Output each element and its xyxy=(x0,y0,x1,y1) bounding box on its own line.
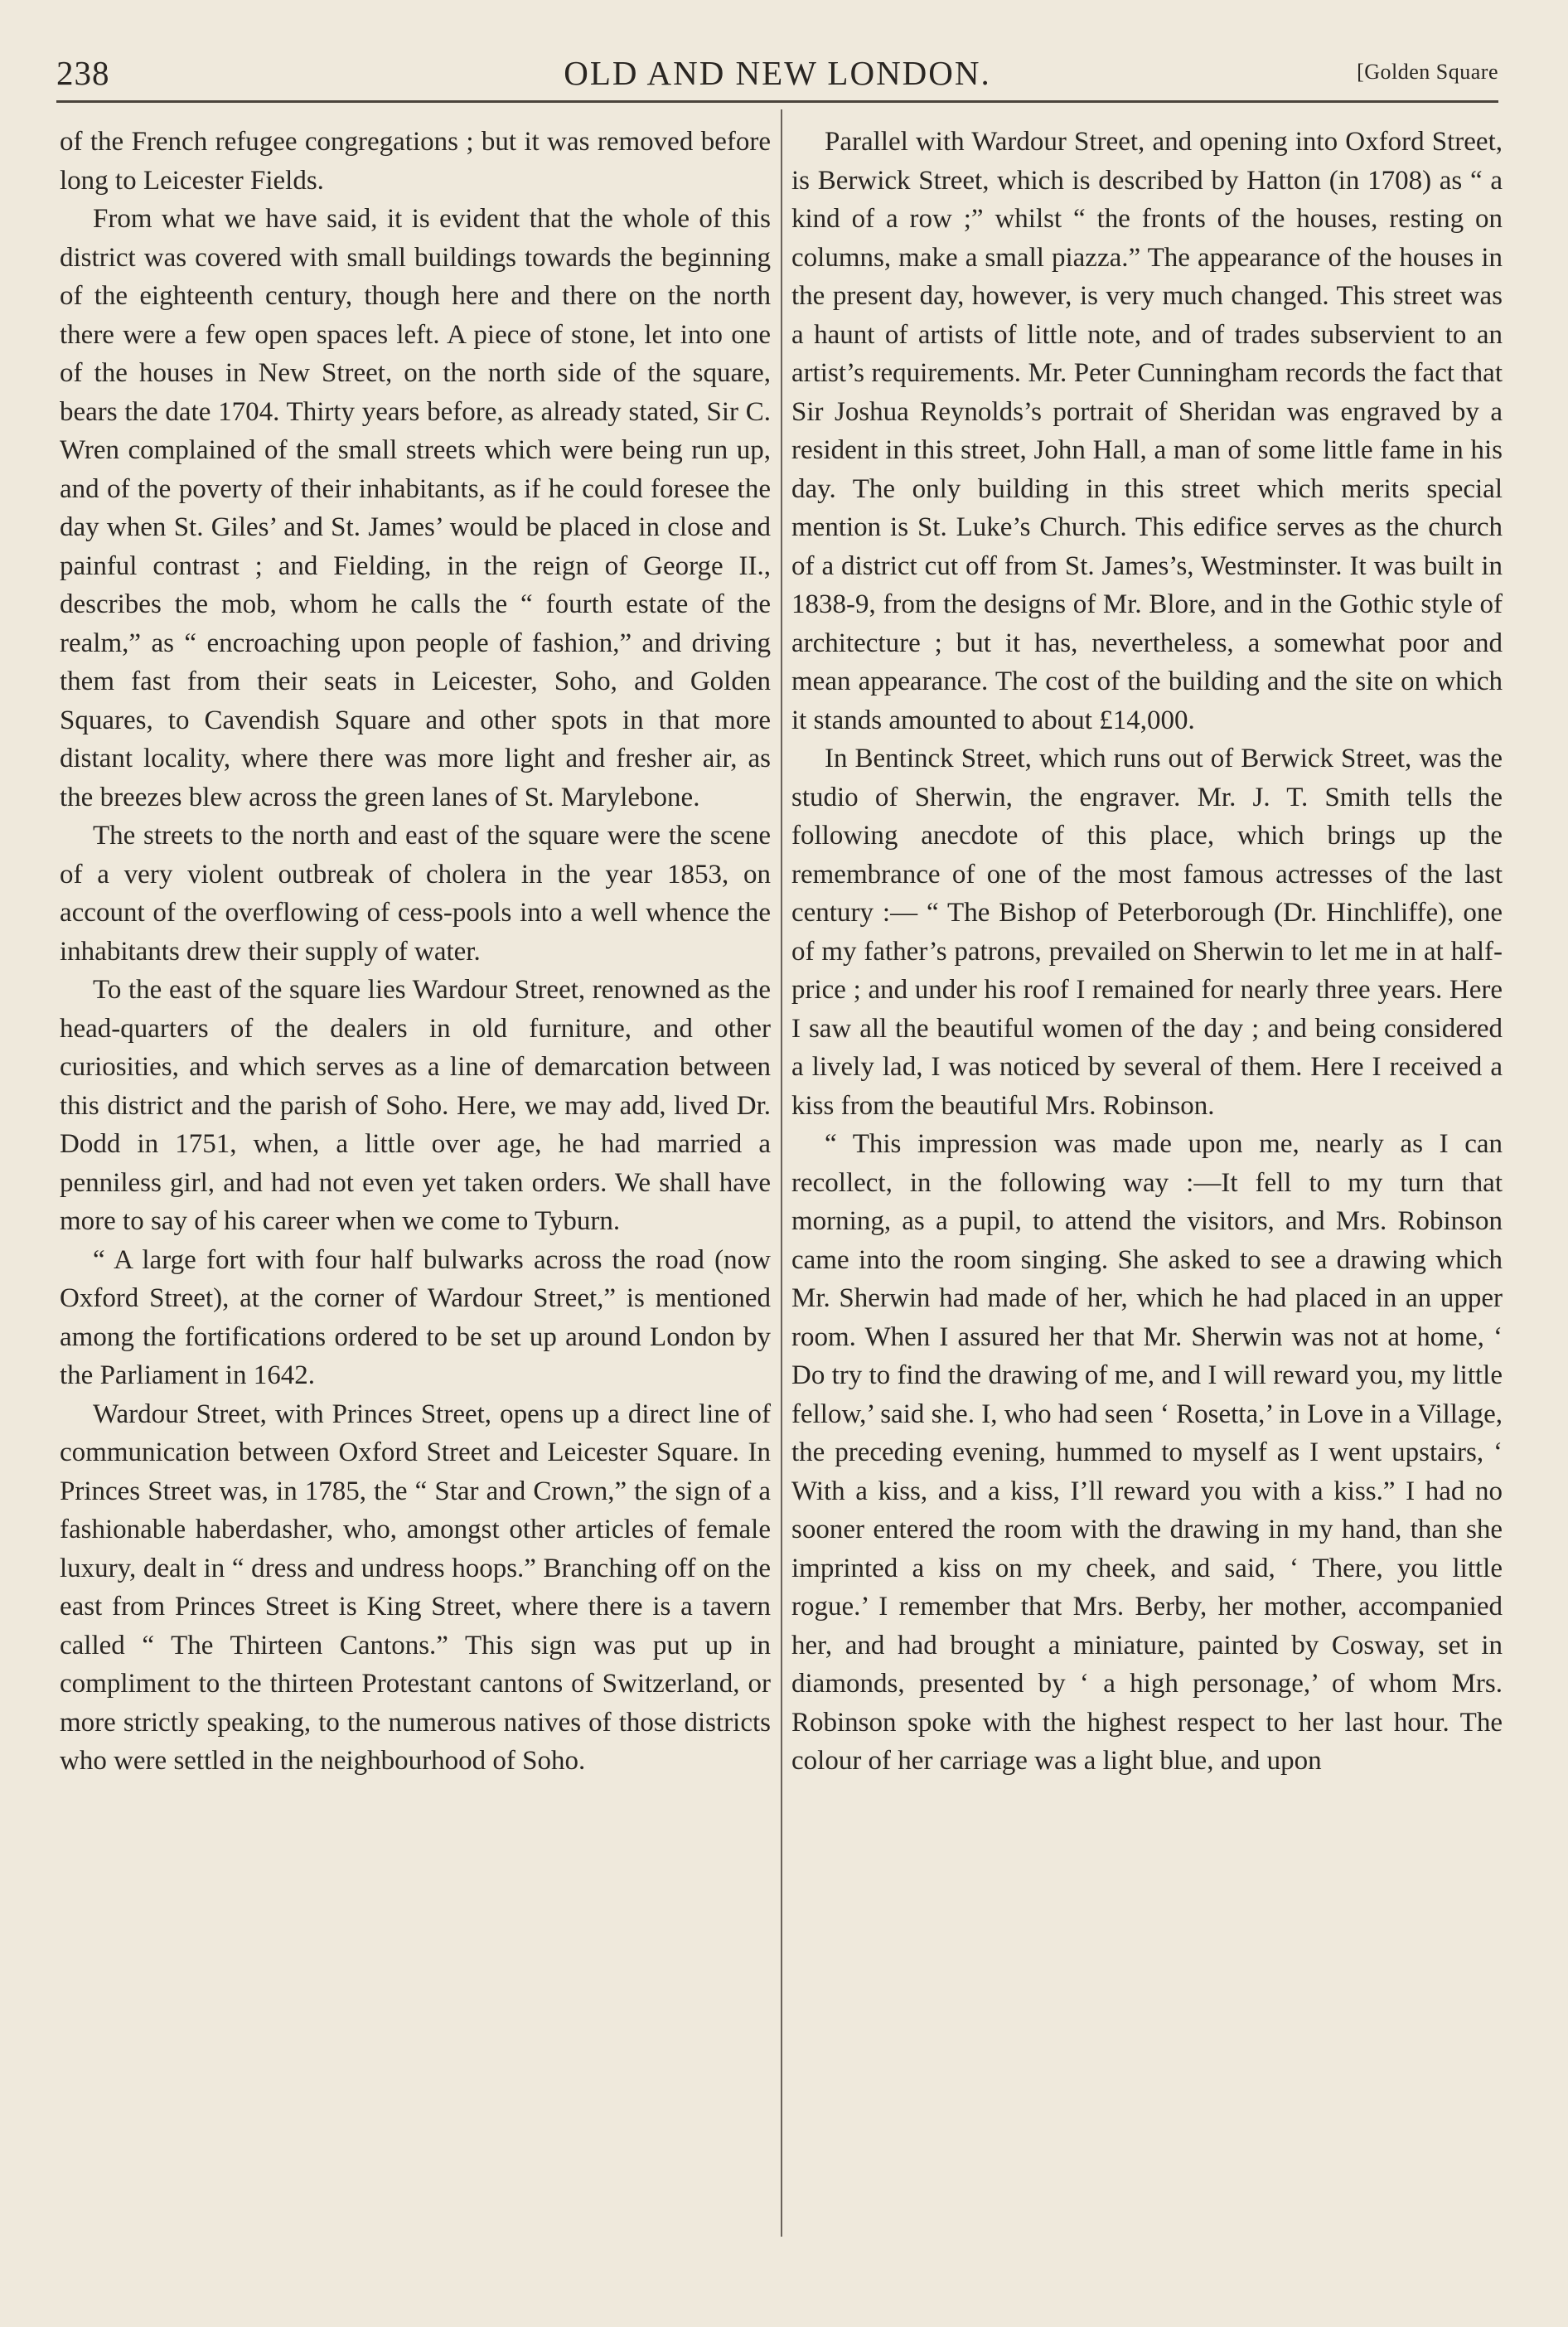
paragraph: “ A large fort with four half bulwarks across the road (now Oxford Street), at the corner of Wardour Street,” is mentioned among the fortifications ordered to be set up around London by the Parliament in 1642. xyxy=(60,1244,771,1390)
paragraph: Parallel with Wardour Street, and opening into Oxford Street, is Berwick Street, which is described by Hatton (in 1708) as “ a kind of a row ;” whilst “ the fronts of the houses, resting on columns, make a small piazza.” The appearance of the houses in the present day, however, is very much changed. This street was a haunt of artists of little note, and of trades subservient to an artist’s requirements. Mr. Peter Cunningham records the fact that Sir Joshua Reynolds’s portrait of Sheridan was engraved by a resident in this street, John Hall, a man of some little fame in his day. The only building in this street which merits special mention is St. Luke’s Church. This edifice serves as the church of a district cut off from St. James’s, Westminster. It was built in 1838-9, from the designs of Mr. Blore, and in the Gothic style of architecture ; but it has, nevertheless, a somewhat poor and mean appearance. The cost of the building and the site on which it stands amounted to about £14,000. xyxy=(791,127,1503,735)
column-divider xyxy=(781,109,782,2237)
paragraph: of the French refugee congregations ; but it was removed before long to Leicester Fields. xyxy=(60,127,771,196)
page-header xyxy=(56,53,1498,103)
paragraph: To the east of the square lies Wardour Street, renowned as the head-quarters of the dealers in old furniture, and other curiosities, and which serves as a line of demarcation between this district and the parish of Soho. Here, we may add, lived Dr. Dodd in 1751, when, a little over age, he had married a penniless girl, and had not even yet taken orders. We shall have more to say of his career when we come to Tyburn. xyxy=(60,975,771,1236)
paragraph: In Bentinck Street, which runs out of Berwick Street, was the studio of Sherwin, the engraver. Mr. J. T. Smith tells the following anecdote of this place, which brings up the remembrance of one of the most famous actresses of the last century :— “ The Bishop of Peterborough (Dr. Hinchliffe), one of my father’s patrons, prevailed on Sherwin to let me in at half-price ; and under his roof I remained for nearly three years. Here I saw all the beautiful women of the day ; and being considered a lively lad, I was noticed by several of them. Here I received a kiss from the beautiful Mrs. Robinson. xyxy=(791,744,1503,1121)
paragraph: “ This impression was made upon me, nearly as I can recollect, in the following way :—It fell to my turn that morning, as a pupil, to attend the visitors, and Mrs. Robinson came into the room singing. She asked to see a drawing which Mr. Sherwin had made of her, which he had placed in an upper room. When I assured her that Mr. Sherwin was not at home, ‘ Do try to find the drawing of me, and I will reward you, my little fellow,’ said she. I, who had seen ‘ Rosetta,’ in Love in a Village, the preceding evening, hummed to myself as I went upstairs, ‘ With a kiss, and a kiss, I’ll reward you with a kiss.” I had no sooner entered the room with the drawing in my hand, than she imprinted a kiss on my cheek, and said, ‘ There, you little rogue.’ I remember that Mrs. Berby, her mother, accompanied her, and had brought a miniature, painted by Cosway, set in diamonds, presented by ‘ a high personage,’ of whom Mrs. Robinson spoke with the highest respect to her last hour. The colour of her carriage was a light blue, and upon xyxy=(791,1129,1503,1776)
section-label: [Golden Square xyxy=(1357,60,1498,84)
left-column xyxy=(60,123,771,1781)
running-title: OLD AND NEW LONDON. xyxy=(564,54,991,92)
right-column xyxy=(791,123,1503,1781)
paragraph: Wardour Street, with Princes Street, opens up a direct line of communication between Oxford Street and Leicester Square. In Princes Street was, in 1785, the “ Star and Crown,” the sign of a fashionable haberdasher, who, amongst other articles of female luxury, dealt in “ dress and undress hoops.” Branching off on the east from Princes Street is King Street, where there is a tavern called “ The Thirteen Cantons.” This sign was put up in compliment to the thirteen Protestant cantons of Switzerland, or more strictly speaking, to the numerous natives of those districts who were settled in the neighbourhood of Soho. xyxy=(60,1399,771,1776)
header-rule xyxy=(56,100,1498,103)
paragraph: From what we have said, it is evident that the whole of this district was covered with small buildings towards the beginning of the eighteenth century, though here and there on the north there were a few open spaces left. A piece of stone, let into one of the houses in New Street, on the north side of the square, bears the date 1704. Thirty years before, as already stated, Sir C. Wren complained of the small streets which were being run up, and of the poverty of their inhabitants, as if he could foresee the day when St. Giles’ and St. James’ would be placed in close and painful contrast ; and Fielding, in the reign of George II., describes the mob, whom he calls the “ fourth estate of the realm,” as “ encroaching upon people of fashion,” and driving them fast from their seats in Leicester, Soho, and Golden Squares, to Cavendish Square and other spots in that more distant locality, where there was more light and fresher air, as the breezes blew across the green lanes of St. Marylebone. xyxy=(60,204,771,812)
page-number: 238 xyxy=(56,54,110,92)
paragraph: The streets to the north and east of the square were the scene of a very violent outbreak of cholera in the year 1853, on account of the overflowing of cess-pools into a well whence the inhabitants drew their supply of water. xyxy=(60,821,771,967)
